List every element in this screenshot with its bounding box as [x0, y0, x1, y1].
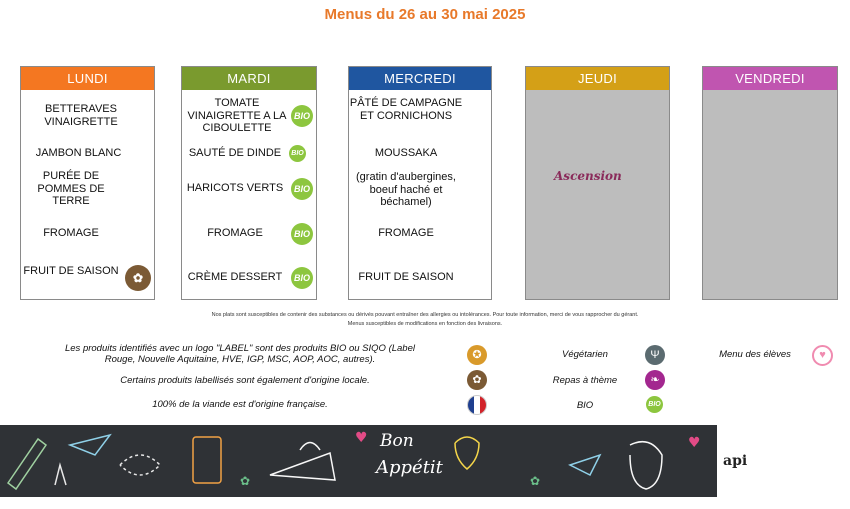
day-column-jeudi: [525, 66, 670, 300]
day-header-mercredi: MERCREDI: [349, 67, 491, 90]
page-title: Menus du 26 au 30 mai 2025: [324, 6, 526, 23]
bio-icon: BIO: [289, 145, 306, 162]
dish-lundi-2: JAMBON BLANC: [35, 147, 122, 159]
dish-mardi-2: SAUTÉ DE DINDE: [188, 147, 282, 159]
day-header-vendredi: VENDREDI: [703, 67, 837, 90]
dish-mardi-1: TOMATE VINAIGRETTE A LA CIBOULETTE: [187, 97, 287, 134]
day-column-lundi: [20, 66, 155, 300]
legend-viande-text: 100% de la viande est d'origine française.: [152, 399, 328, 410]
dish-mercredi-1: PÂTÉ DE CAMPAGNE ET CORNICHONS: [349, 97, 463, 122]
bio-icon: BIO: [646, 396, 663, 413]
dish-mercredi-5: FRUIT DE SAISON: [358, 271, 454, 283]
holiday-label: Ascension: [554, 169, 622, 183]
dish-mercredi-3: (gratin d'aubergines, boeuf haché et béchamel): [356, 171, 456, 208]
day-header-jeudi: JEUDI: [526, 67, 669, 90]
allergy-note: Nos plats sont susceptibles de contenir des substances ou dérivés pouvant entraîner des allergies ou intolérances. Pour toute information, merci de vous rapprocher du gérant.: [211, 312, 639, 318]
dish-mardi-3: HARICOTS VERTS: [186, 182, 284, 194]
api-logo: [717, 425, 760, 497]
closed-day-area: [703, 90, 837, 299]
bon-text: Bon: [380, 431, 414, 451]
svg-text:✿: ✿: [530, 474, 541, 488]
legend-vegetarien: Végétarien: [562, 349, 608, 360]
dish-lundi-5: FRUIT DE SAISON: [23, 265, 119, 277]
svg-text:✿: ✿: [240, 474, 251, 488]
svg-text:♥: ♥: [688, 435, 701, 451]
local-product-icon: ✿: [125, 265, 151, 291]
day-header-mardi: MARDI: [182, 67, 316, 90]
bio-icon: BIO: [291, 223, 313, 245]
dish-mardi-5: CRÈME DESSERT: [187, 271, 283, 283]
svg-text:♥: ♥: [355, 430, 368, 446]
dish-mercredi-4: FROMAGE: [378, 227, 434, 239]
bon-appetit-banner: [0, 425, 760, 497]
vegetarian-icon: Ψ: [645, 345, 665, 365]
dish-lundi-4: FROMAGE: [43, 227, 99, 239]
theme-meal-icon: ❧: [645, 370, 665, 390]
local-product-icon: ✿: [467, 370, 487, 390]
bio-icon: BIO: [291, 267, 313, 289]
day-column-mercredi: [348, 66, 492, 300]
label-medal-icon: ✪: [467, 345, 487, 365]
closed-day-area: [526, 90, 669, 299]
bio-icon: BIO: [291, 178, 313, 200]
legend-label-text: Les produits identifiés avec un logo "LABEL" sont des produits BIO ou SIQO (Label Rouge, Nouvelle Aquitaine, HVE, IGP, MSC, AOP, AOC, autres).: [64, 343, 415, 365]
dish-mardi-4: FROMAGE: [207, 227, 263, 239]
french-flag-icon: [467, 395, 487, 415]
day-column-mardi: [181, 66, 317, 300]
legend-local-text: Certains produits labellisés sont également d'origine locale.: [120, 375, 370, 386]
dish-lundi-1: BETTERAVES VINAIGRETTE: [44, 103, 118, 128]
heart-icon: ♥: [812, 345, 833, 366]
dish-mercredi-2: MOUSSAKA: [374, 147, 438, 159]
appetit-text: Appétit: [376, 457, 443, 478]
delivery-note: Menus susceptibles de modifications en fonction des livraisons.: [347, 321, 503, 327]
bio-icon: BIO: [291, 105, 313, 127]
dish-lundi-3: PURÉE DE POMMES DE TERRE: [37, 170, 105, 207]
day-header-lundi: LUNDI: [21, 67, 154, 90]
day-column-vendredi: [702, 66, 838, 300]
legend-bio: BIO: [576, 400, 594, 411]
api-brand: api: [723, 453, 748, 469]
legend-eleves: Menu des élèves: [719, 349, 791, 360]
legend-theme: Repas à thème: [552, 375, 618, 386]
